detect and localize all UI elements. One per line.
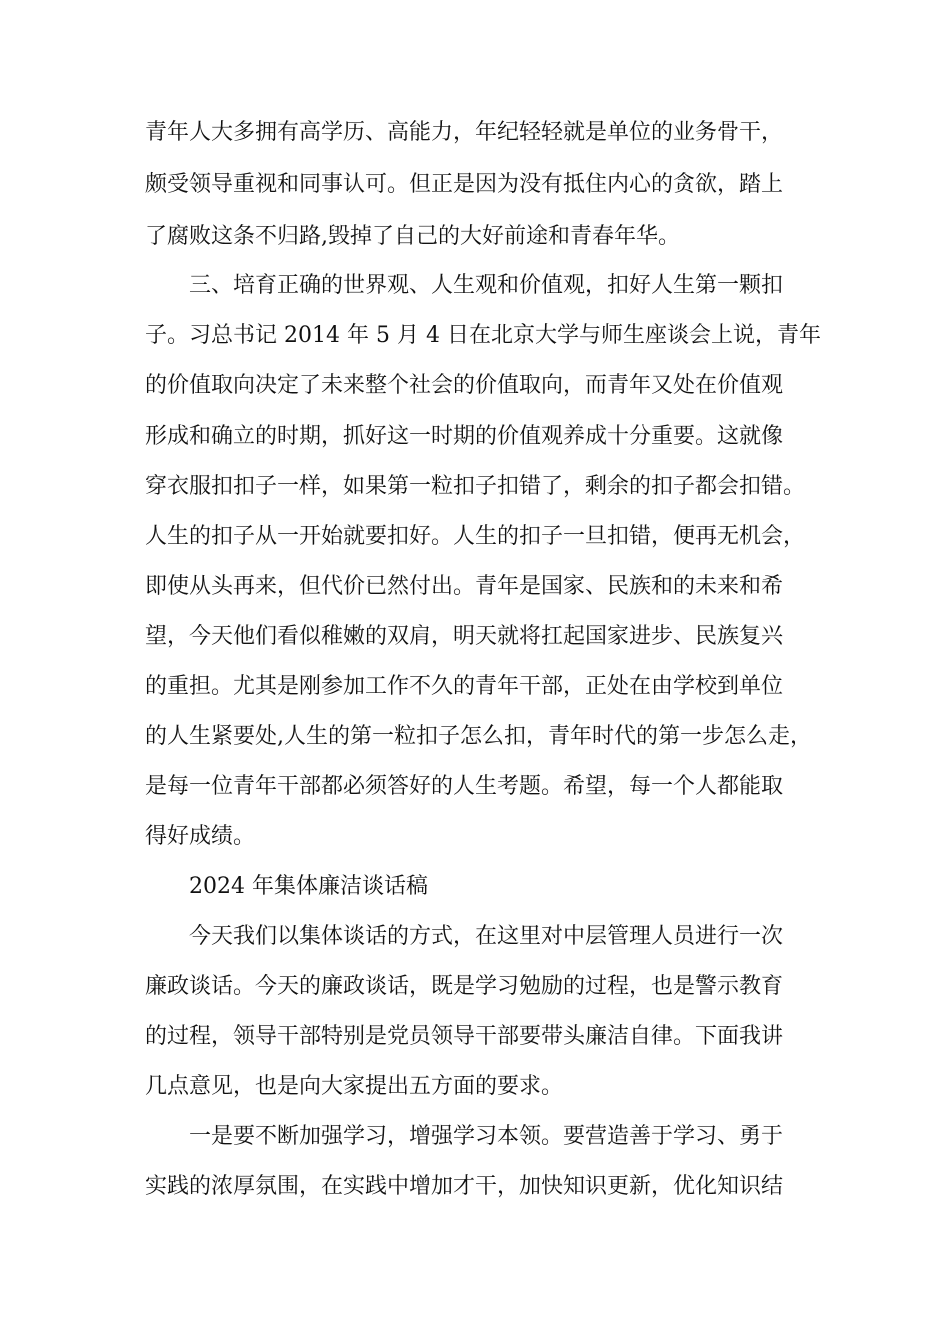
paragraph-line: 三、培育正确的世界观、人生观和价值观，扣好人生第一颗扣 [189, 273, 784, 298]
paragraph-line: 的重担。尤其是刚参加工作不久的青年干部，正处在由学校到单位 [145, 674, 784, 699]
paragraph-line: 人生的扣子从一开始就要扣好。人生的扣子一旦扣错，便再无机会， [145, 524, 806, 549]
paragraph-line: 的过程，领导干部特别是党员领导干部要带头廉洁自律。下面我讲 [145, 1024, 784, 1049]
paragraph-line: 颇受领导重视和同事认可。但正是因为没有抵住内心的贪欲，踏上 [145, 172, 784, 197]
paragraph-line: 的价值取向决定了未来整个社会的价值取向，而青年又处在价值观 [145, 373, 784, 398]
paragraph-line: 廉政谈话。今天的廉政谈话，既是学习勉励的过程，也是警示教育 [145, 974, 784, 999]
paragraph-line: 是每一位青年干部都必须答好的人生考题。希望，每一个人都能取 [145, 774, 784, 799]
paragraph-line: 一是要不断加强学习，增强学习本领。要营造善于学习、勇于 [189, 1124, 784, 1149]
section-heading: 2024 年集体廉洁谈话稿 [189, 874, 428, 899]
paragraph-line: 青年人大多拥有高学历、高能力，年纪轻轻就是单位的业务骨干， [145, 120, 784, 145]
paragraph-line: 子。习总书记 2014 年 5 月 4 日在北京大学与师生座谈会上说，青年 [145, 323, 821, 348]
paragraph-line: 得好成绩。 [145, 824, 256, 849]
paragraph-line: 穿衣服扣扣子一样，如果第一粒扣子扣错了，剩余的扣子都会扣错。 [145, 474, 806, 499]
paragraph-line: 形成和确立的时期，抓好这一时期的价值观养成十分重要。这就像 [145, 424, 784, 449]
paragraph-line: 今天我们以集体谈话的方式，在这里对中层管理人员进行一次 [189, 924, 784, 949]
paragraph-line: 即使从头再来，但代价已然付出。青年是国家、民族和的未来和希 [145, 574, 784, 599]
paragraph-line: 几点意见，也是向大家提出五方面的要求。 [145, 1074, 564, 1099]
paragraph-line: 望，今天他们看似稚嫩的双肩，明天就将扛起国家进步、民族复兴 [145, 624, 784, 649]
paragraph-line: 的人生紧要处,人生的第一粒扣子怎么扣，青年时代的第一步怎么走， [145, 724, 812, 749]
paragraph-line: 了腐败这条不归路,毁掉了自己的大好前途和青春年华。 [145, 224, 680, 249]
paragraph-line: 实践的浓厚氛围，在实践中增加才干，加快知识更新，优化知识结 [145, 1174, 784, 1199]
